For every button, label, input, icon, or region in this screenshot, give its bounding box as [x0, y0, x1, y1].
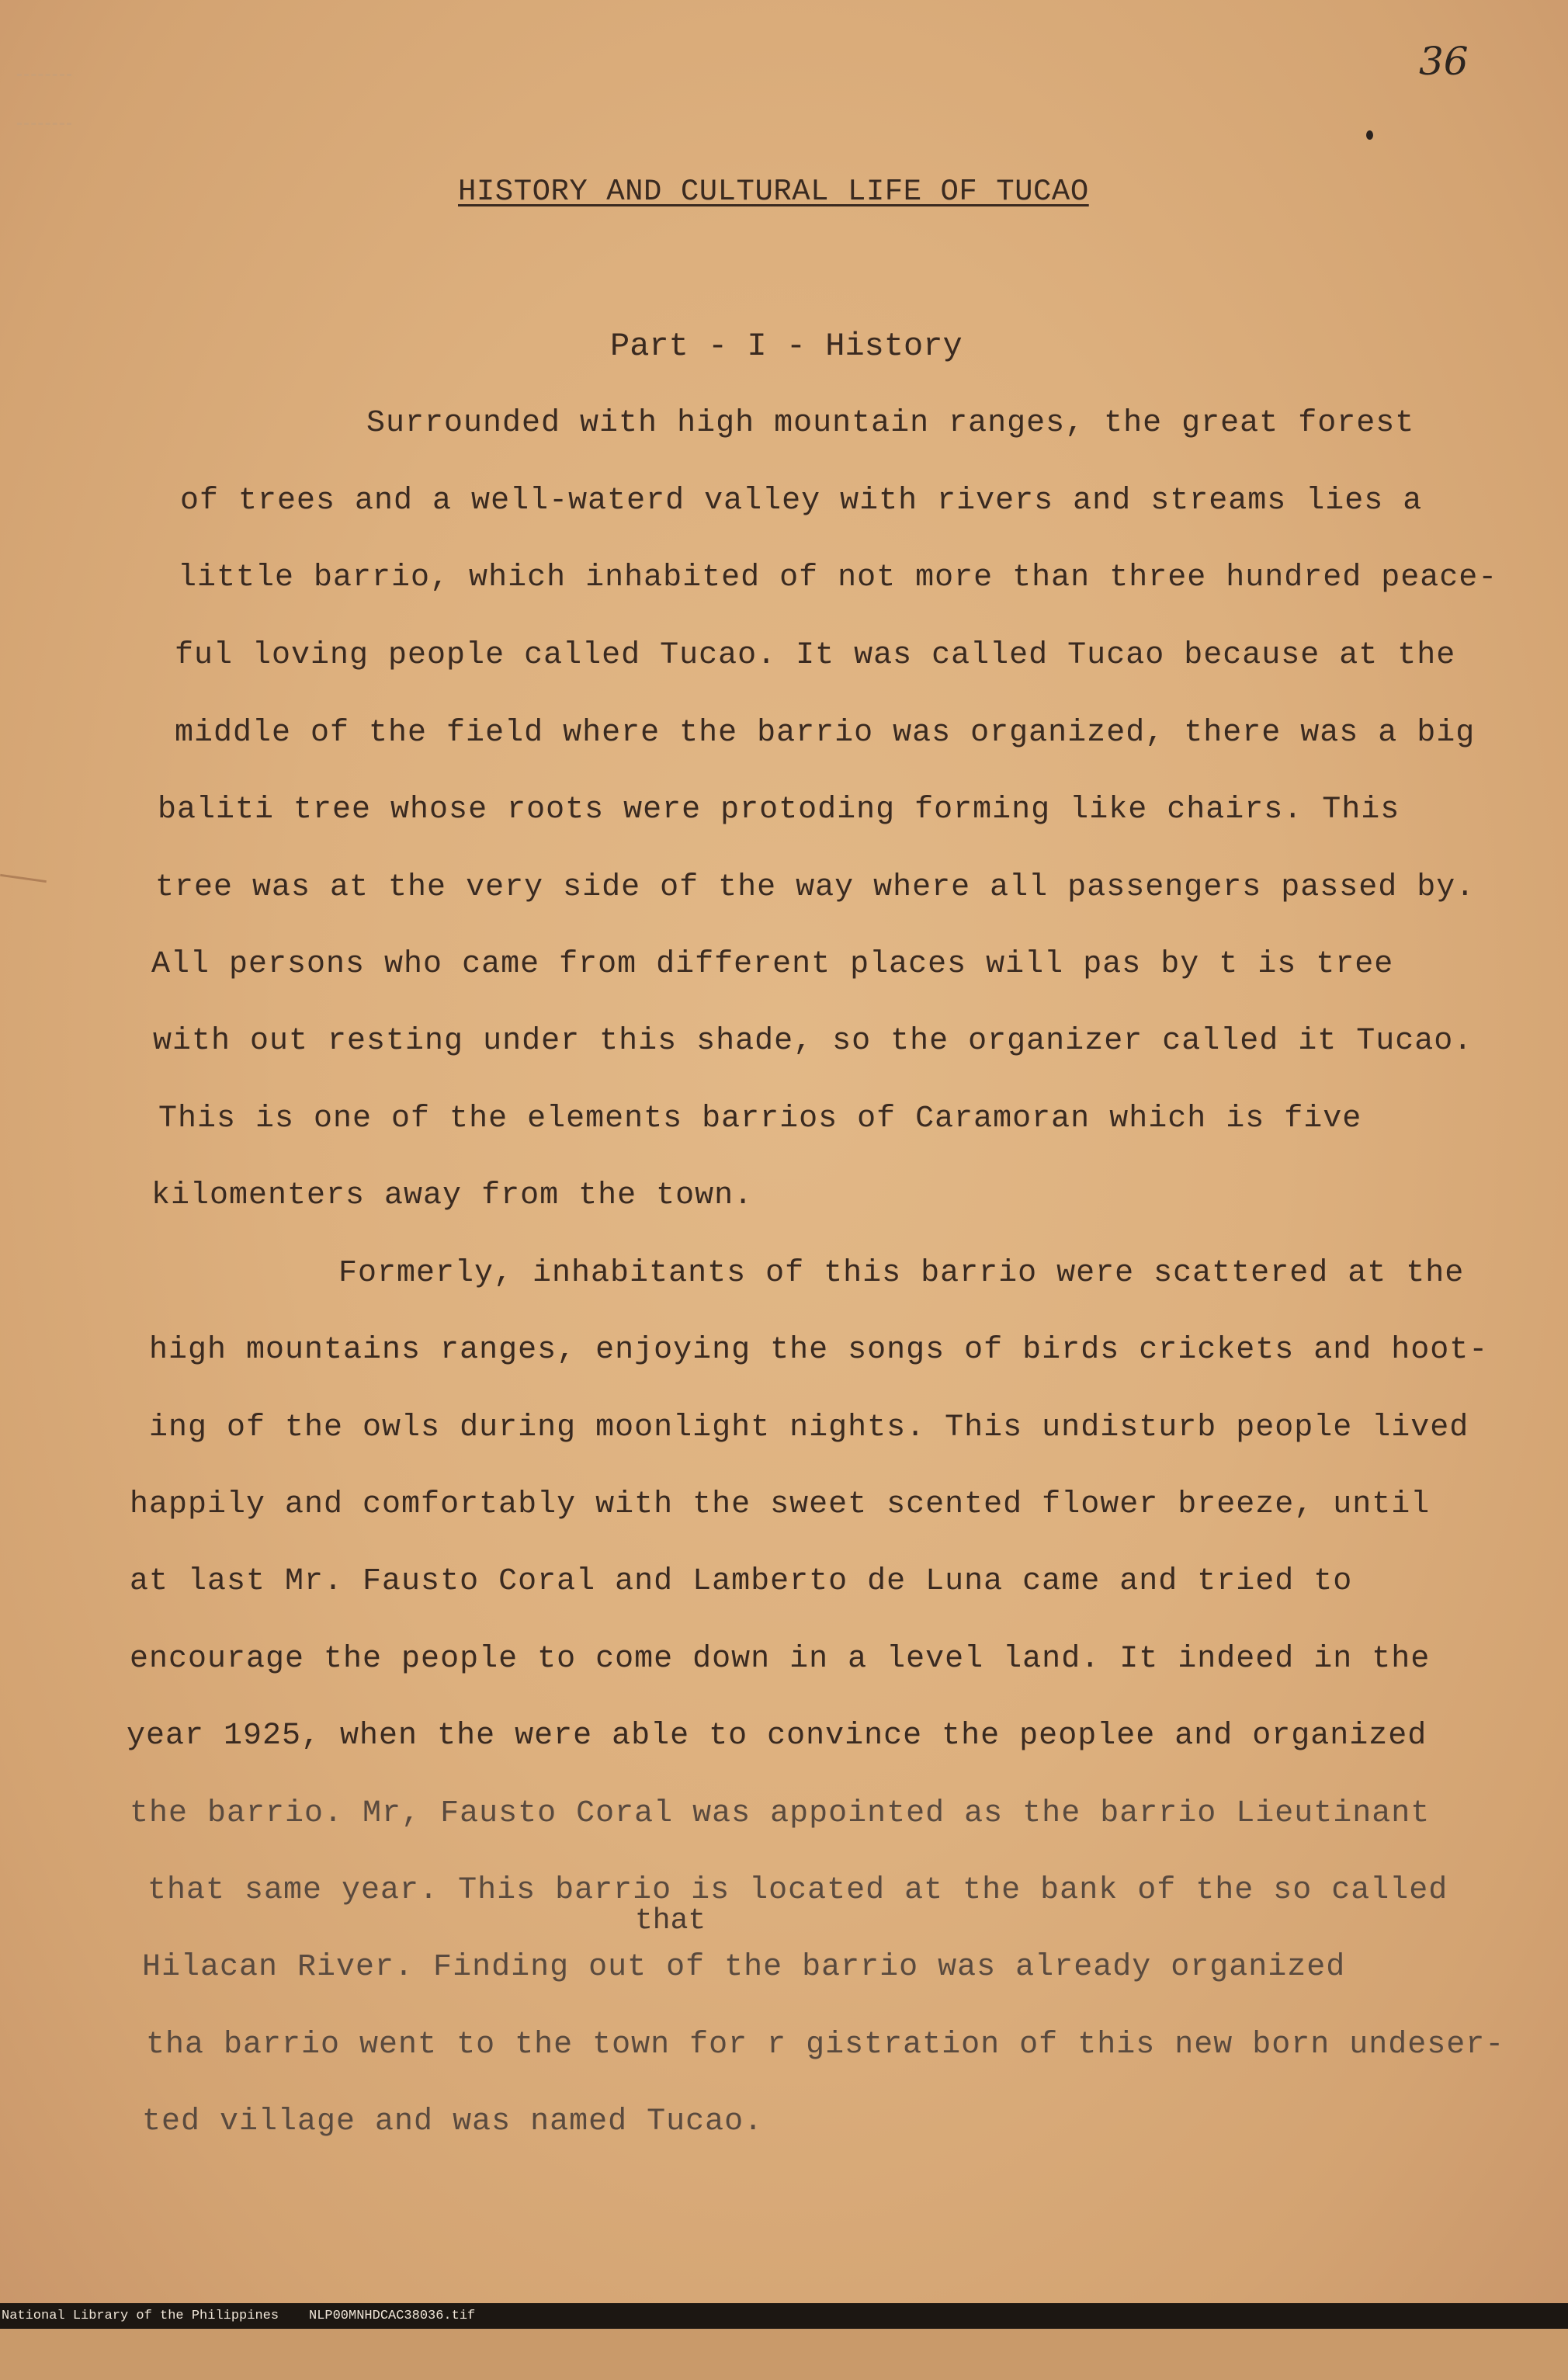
paragraph1-line: All persons who came from different places will pas by t is tree — [151, 947, 1394, 982]
margin-mark — [0, 874, 47, 883]
ink-dot — [1366, 130, 1373, 140]
interline-insertion: that — [635, 1904, 706, 1938]
paragraph2-line: that same year. This barrio is located at the bank of the so called — [147, 1873, 1448, 1908]
paragraph1-line: tree was at the very side of the way where all passengers passed by. — [155, 870, 1476, 905]
paragraph2-line: encourage the people to come down in a level land. It indeed in the — [130, 1642, 1431, 1677]
paragraph2-line: tha barrio went to the town for r gistration of this new born undeser- — [146, 2028, 1505, 2063]
paragraph2-line: at last Mr. Fausto Coral and Lamberto de Luna came and tried to — [130, 1564, 1353, 1599]
paragraph2-line: high mountains ranges, enjoying the songs of birds crickets and hoot- — [149, 1333, 1489, 1368]
scan-footer — [0, 2303, 1568, 2329]
document-title: HISTORY AND CULTURAL LIFE OF TUCAO — [458, 175, 1089, 209]
paragraph1-line: middle of the field where the barrio was organized, there was a big — [175, 716, 1476, 751]
paragraph1-line: with out resting under this shade, so the organizer called it Tucao. — [153, 1024, 1473, 1059]
paragraph2-line: the barrio. Mr, Fausto Coral was appointed as the barrio Lieutinant — [130, 1796, 1431, 1831]
paragraph2-line: ing of the owls during moonlight nights. This undisturb people lived — [149, 1410, 1469, 1445]
paragraph1-line: Surrounded with high mountain ranges, the great forest — [366, 406, 1415, 441]
page-number: 36 — [1419, 39, 1469, 84]
paragraph1-line: kilomenters away from the town. — [151, 1178, 754, 1213]
paragraph2-line: Hilacan River. Finding out of the barrio was already organized — [142, 1950, 1346, 1985]
part-heading: Part - I - History — [610, 328, 963, 365]
paragraph2-line: Formerly, inhabitants of this barrio were scattered at the — [338, 1256, 1465, 1291]
paragraph1-line: ful loving people called Tucao. It was called Tucao because at the — [175, 638, 1456, 673]
paragraph2-line: year 1925, when the were able to convince the peoplee and organized — [127, 1719, 1428, 1754]
paragraph2-line: ted village and was named Tucao. — [142, 2104, 764, 2139]
footer-file-name: NLP00MNHDCAC38036.tif — [309, 2309, 476, 2323]
footer-library-name: National Library of the Philippines — [2, 2309, 279, 2323]
paragraph2-line: happily and comfortably with the sweet scented flower breeze, until — [130, 1487, 1431, 1522]
paragraph1-line: of trees and a well-waterd valley with rivers and streams lies a — [180, 484, 1423, 519]
paragraph1-line: This is one of the elements barrios of Caramoran which is five — [158, 1102, 1362, 1136]
paragraph1-line: little barrio, which inhabited of not more than three hundred peace- — [178, 560, 1498, 595]
paper-smudge — [17, 74, 71, 125]
paragraph1-line: baliti tree whose roots were protoding forming like chairs. This — [158, 793, 1400, 827]
